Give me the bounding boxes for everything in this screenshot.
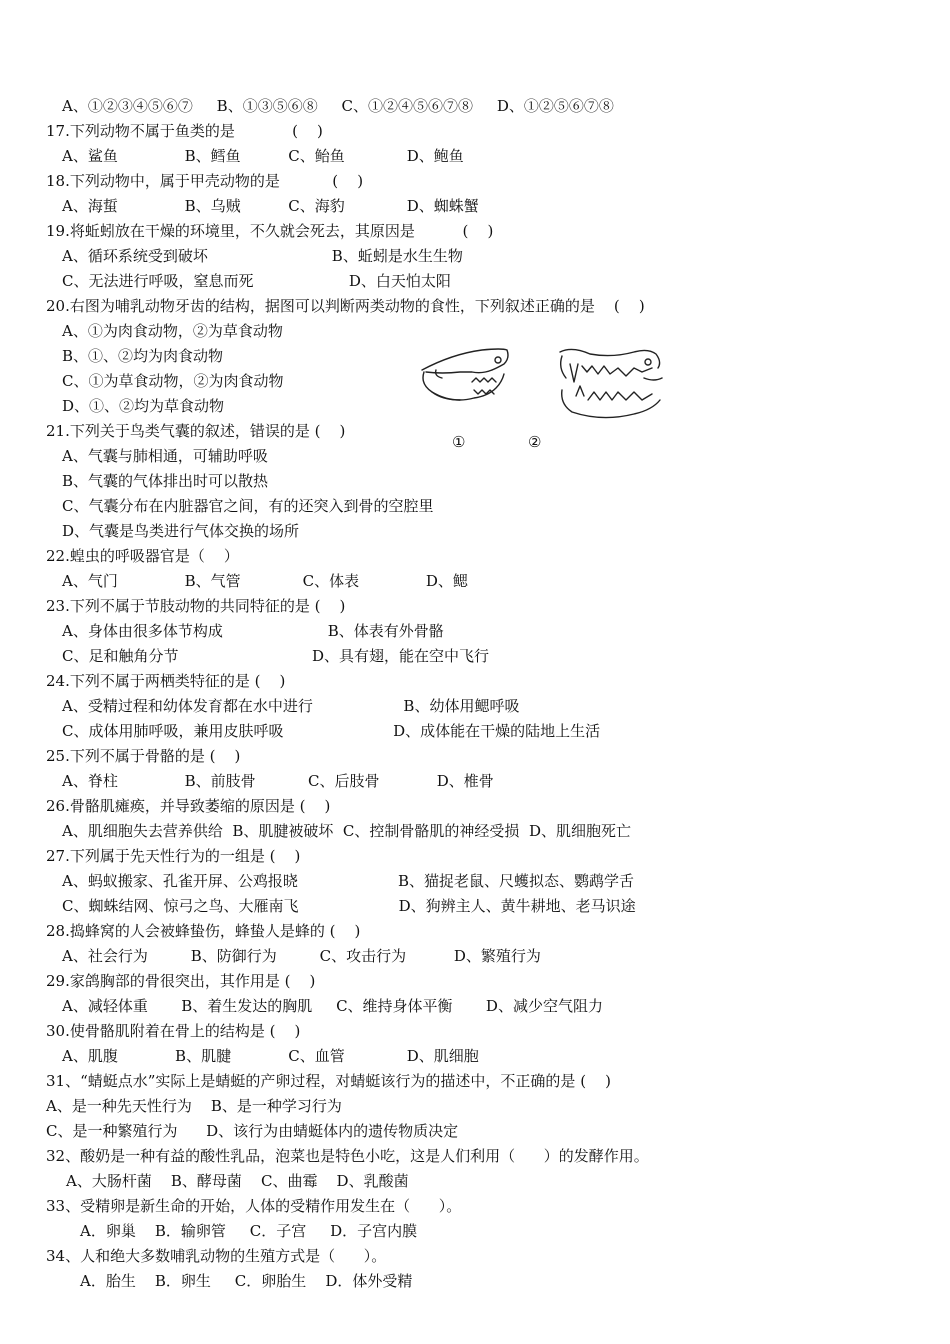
q28-options: A、社会行为 B、防御行为 C、攻击行为 D、繁殖行为 [62, 947, 541, 965]
q25-stem: 25.下列不属于骨骼的是 ( ) [46, 747, 241, 765]
q23-stem: 23.下列不属于节肢动物的共同特征的是 ( ) [46, 597, 346, 615]
q22-stem: 22.蝗虫的呼吸器官是（ ） [46, 547, 239, 565]
q19-options-cd: C、无法进行呼吸，窒息而死 D、白天怕太阳 [62, 272, 451, 290]
q20-option-c: C、①为草食动物，②为肉食动物 [62, 372, 284, 390]
q32-stem: 32、酸奶是一种有益的酸性乳品，泡菜也是特色小吃，这是人们利用（ ）的发酵作用。 [46, 1147, 649, 1165]
q20-option-a: A、①为肉食动物，②为草食动物 [62, 322, 283, 340]
figure-label-2: ② [528, 433, 542, 451]
q27-options-ab: A、蚂蚁搬家、孔雀开屏、公鸡报晓 B、猫捉老鼠、尺蠖拟态、鹦鹉学舌 [62, 872, 634, 890]
q21-option-c: C、气囊分布在内脏器官之间，有的还突入到骨的空腔里 [62, 497, 434, 515]
q23-options-ab: A、身体由很多体节构成 B、体表有外骨骼 [62, 622, 444, 640]
q21-option-a: A、气囊与肺相通，可辅助呼吸 [62, 447, 268, 465]
q29-stem: 29.家鸽胸部的骨很突出，其作用是 ( ) [46, 972, 316, 990]
q31-options-cd: C、是一种繁殖行为 D、该行为由蜻蜓体内的遗传物质决定 [46, 1122, 459, 1140]
q19-options-ab: A、循环系统受到破坏 B、蚯蚓是水生生物 [62, 247, 463, 265]
q26-stem: 26.骨骼肌瘫痪，并导致萎缩的原因是 ( ) [46, 797, 331, 815]
q23-options-cd: C、足和触角分节 D、具有翅，能在空中飞行 [62, 647, 490, 665]
teeth-figure [412, 338, 674, 456]
q24-options-cd: C、成体用肺呼吸，兼用皮肤呼吸 D、成体能在干燥的陆地上生活 [62, 722, 601, 740]
q33-options: A．卵巢 B．输卵管 C．子宫 D．子宫内膜 [80, 1222, 418, 1240]
carnivore-skull-illustration [412, 338, 674, 430]
q25-options: A、脊柱 B、前肢骨 C、后肢骨 D、椎骨 [62, 772, 494, 790]
q27-options-cd: C、蜘蛛结网、惊弓之鸟、大雁南飞 D、狗辨主人、黄牛耕地、老马识途 [62, 897, 636, 915]
q19-stem: 19.将蚯蚓放在干燥的环境里，不久就会死去，其原因是 ( ) [46, 222, 494, 240]
q21-option-b: B、气囊的气体排出时可以散热 [62, 472, 269, 490]
q22-options: A、气门 B、气管 C、体表 D、鳃 [62, 572, 468, 590]
q21-stem: 21.下列关于鸟类气囊的叙述，错误的是 ( ) [46, 422, 346, 440]
q30-options: A、肌腹 B、肌腱 C、血管 D、肌细胞 [62, 1047, 479, 1065]
q21-option-d: D、气囊是鸟类进行气体交换的场所 [62, 522, 300, 540]
q30-stem: 30.使骨骼肌附着在骨上的结构是 ( ) [46, 1022, 301, 1040]
q32-options: A、大肠杆菌 B、酵母菌 C、曲霉 D、乳酸菌 [66, 1172, 409, 1190]
q20-stem: 20.右图为哺乳动物牙齿的结构，据图可以判断两类动物的食性，下列叙述正确的是 ( ) [46, 297, 645, 315]
q29-options: A、减轻体重 B、着生发达的胸肌 C、维持身体平衡 D、减少空气阻力 [62, 997, 603, 1015]
q34-stem: 34、人和绝大多数哺乳动物的生殖方式是（ ）。 [46, 1247, 387, 1265]
q24-options-ab: A、受精过程和幼体发育都在水中进行 B、幼体用鳃呼吸 [62, 697, 520, 715]
figure-label-1: ① [452, 433, 466, 451]
q27-stem: 27.下列属于先天性行为的一组是 ( ) [46, 847, 301, 865]
q33-stem: 33、受精卵是新生命的开始，人体的受精作用发生在（ ）。 [46, 1197, 462, 1215]
q24-stem: 24.下列不属于两栖类特征的是 ( ) [46, 672, 286, 690]
q31-options-ab: A、是一种先天性行为 B、是一种学习行为 [46, 1097, 342, 1115]
q31-stem: 31、“蜻蜓点水”实际上是蜻蜓的产卵过程，对蜻蜓该行为的描述中，不正确的是 ( ) [46, 1072, 611, 1090]
q34-options: A．胎生 B．卵生 C．卵胎生 D．体外受精 [80, 1272, 413, 1290]
q18-stem: 18.下列动物中，属于甲壳动物的是 ( ) [46, 172, 364, 190]
q28-stem: 28.捣蜂窝的人会被蜂蛰伤，蜂蛰人是蜂的 ( ) [46, 922, 361, 940]
q17-options: A、鲨鱼 B、鳕鱼 C、鲐鱼 D、鲍鱼 [62, 147, 464, 165]
q20-option-d: D、①、②均为草食动物 [62, 397, 225, 415]
q18-options: A、海蜇 B、乌贼 C、海豹 D、蜘蛛蟹 [62, 197, 479, 215]
q16-options: A、①②③④⑤⑥⑦ B、①③⑤⑥⑧ C、①②④⑤⑥⑦⑧ D、①②⑤⑥⑦⑧ [62, 97, 614, 115]
q26-options: A、肌细胞失去营养供给 B、肌腱被破坏 C、控制骨骼肌的神经受损 D、肌细胞死亡 [62, 822, 631, 840]
q17-stem: 17.下列动物不属于鱼类的是 ( ) [46, 122, 323, 140]
q20-option-b: B、①、②均为肉食动物 [62, 347, 224, 365]
